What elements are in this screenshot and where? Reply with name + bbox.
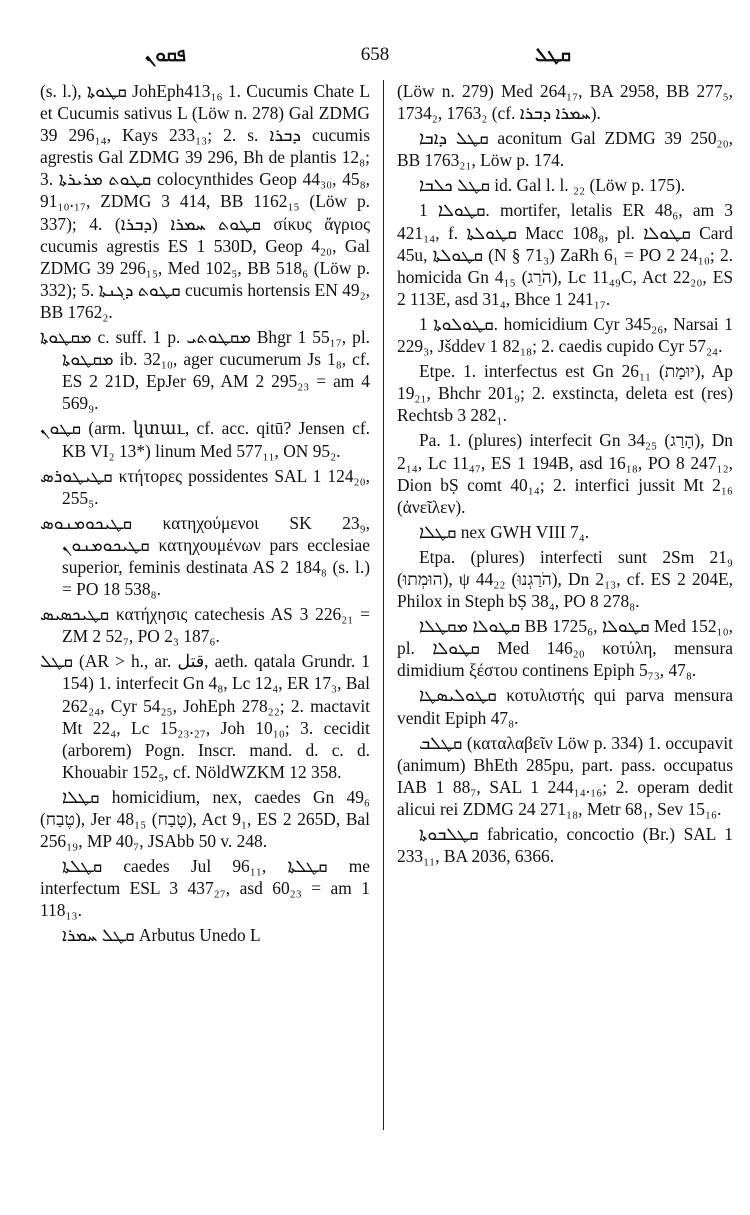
dictionary-entry: (s. l.), ܩܛܘܬܐ JohEph413₁₆ 1. Cucumis Chate L et Cucumis sativus L (Löw n. 278) Gal ZDMG 39 296₁₄, Kays 233₁₃; 2. s. ܕܒܪܐ cucumis agrestis Gal ZDMG 39 296, Bh de plantis 12₈; 3. ܩܛܘܬ ܡܪܝܪܬܐ colocynthides Geop 44₃₀, 45₈, 91₁₀.₁₇, ZDMG 3 414, BB 1162₁₅ (Löw p. 337); 4. ܩܛܘܬ ܚܡܪܐ (ܕܒܪܐ) σίκυς ἄγριος cucumis agrestis ES 1 530D, Geop 4₂₀, Gal ZDMG 39 296₁₅, Med 102₅, BB 518₆ (Löw p. 332); 5. ܩܛܘܬ ܕܓܢܬܐ cucumis hortensis EN 49₂, BB 1762₂. — [40, 81, 370, 322]
dictionary-entry: ܩܛܠ ܕܐܒܐ aconitum Gal ZDMG 39 250₂₀, BB 1763₂₁, Löw p. 174. — [397, 128, 733, 171]
dictionary-entry: ܩܛܠܒܘܬܐ fabricatio, concoctio (Br.) SAL 1 233₁₁, BA 2036, 6366. — [397, 824, 733, 867]
running-head-left-word: ܦܩܘܢ — [145, 44, 186, 66]
dictionary-entry: ܩܛܘܢ (arm. կտաւ, cf. acc. qitū? Jensen cf. KB VI₂ 13*) linum Med 577₁₁, ON 95₂. — [40, 418, 370, 461]
left-column — [40, 80, 370, 1185]
dictionary-entry: ܩܛܠܒ (καταλαβεῖν Löw p. 334) 1. occupavit (animum) BhEth 285pu, part. pass. occupatus IAB 1 88₇, SAL 1 244₁₄.₁₆; 2. operam dedit alicui rei ZDMG 24 271₁₈, Metr 68₁, Sev 15₁₆. — [397, 732, 733, 819]
dictionary-entry: ܩܛܝܛܘܪܣ κτήτορες possidentes SAL 1 124₂₀, 255₅. — [40, 465, 370, 508]
dictionary-entry: ܩܛܠ (AR > h., ar. قتل, aeth. qatala Grundr. 1 154) 1. interfecit Gn 4₈, Lc 12₄, ER 17₃, Bal 262₂₄, Cyr 54₂₅, JohEph 278₂₂; 2. mactavit Mt 22₄, Lc 15₂₃.₂₇, Joh 10₁₀; 3. cecidit (arborem) Pogn. Inscr. mand. d. c. d. Khouabir 152₅, cf. NöldWZKM 12 358. — [40, 651, 370, 782]
running-head-right-word: ܩܛܠ — [535, 44, 571, 66]
dictionary-entry: ܡܩܛܘܬܐ c. suff. 1 p. ܡܩܛܘܬܝ Bhgr 1 55₁₇, pl. ܡܩܛܘܬܐ ib. 32₁₀, ager cucumerum Js 1₈, cf. ES 2 21D, EpJer 69, AM 2 295₂₃ = am 4 569₉. — [40, 327, 370, 414]
right-column — [397, 80, 733, 1185]
dictionary-entry: ܩܛܘܠܝܣܛܐ κοτυλιστής qui parva mensura vendit Epiph 47₈. — [397, 685, 733, 728]
dictionary-entry: (Löw n. 279) Med 264₁₇, BA 2958, BB 277₅, 1734₂, 1763₂ (cf. ܚܡܪܐ ܕܒܪܐ). — [397, 81, 733, 124]
dictionary-entry: ܩܛܠܐ homicidium, nex, caedes Gn 49₆ (טֶבַח), Jer 48₁₅ (טָבַח), Act 9₁, ES 2 265D, Bal 256₁₉, MP 40₇, JSAbb 50 v. 248. — [40, 786, 370, 852]
dictionary-entry: ܩܛܠ ܟܠܒܐ id. Gal l. l. ₂₂ (Löw p. 175). — [419, 175, 686, 196]
page-number: 658 — [360, 44, 390, 65]
dictionary-entry: ܩܛܝܟܣܝܣ κατήχησις catechesis AS 3 226₂₁ = ZM 2 52₇, PO 2₃ 187₆. — [40, 604, 370, 647]
running-head — [0, 44, 750, 74]
dictionary-entry: Etpa. (plures) interfecti sunt 2Sm 21₉ (הוּמְתוּ), ψ 44₂₂ (הֹרַגְנוּ), Dn 2₁₃, cf. ES 2 204E, Philox in Steph bṢ 38₄, PO 8 278₈. — [397, 546, 733, 612]
dictionary-entry: ܩܛܠܐ nex GWH VIII 7₄. — [419, 521, 590, 542]
column-divider — [383, 80, 384, 1130]
dictionary-entry: Pa. 1. (plures) interfecit Gn 34₂₅ (הָרַג), Dn 2₁₄, Lc 11₄₇, ES 1 194B, asd 16₁₈, PO 8 247₁₂, Dion bṢ comt 40₁₄; 2. interfici jussit Mt 2₁₆ (ἀνεῖλεν). — [397, 430, 733, 517]
dictionary-entry: Etpe. 1. interfectus est Gn 26₁₁ (יוּמָת), Ap 19₂₁, Bhchr 201₉; 2. exstincta, deleta est (res) Rechtsb 3 282₁. — [397, 361, 733, 426]
dictionary-entry: ܩܛܠ ܚܡܪܐ Arbutus Unedo L — [62, 925, 261, 946]
dictionary-entry: ܩܛܠܬܐ caedes Jul 96₁₁, ܩܛܠܬܐ me interfectum ESL 3 437₂₇, asd 60₂₃ = am 1 118₁₃. — [40, 856, 370, 921]
dictionary-entry: ܩܛܘܠܘܬܐ 1. homicidium Cyr 345₂₆, Narsai 1 229₃, Jšddev 1 82₁₈; 2. caedis cupido Cyr 57₂₄. — [397, 313, 733, 357]
dictionary-entry: ܩܛܘܠܐ ܡܩܛܠܐ BB 1725₆, ܩܛܘܠܐ Med 152₁₀, pl. ܩܛܘܠܐ Med 146₂₀ κοτύλη, mensura dimidium ξέστου continens Epiph 5₇₃, 47₈. — [397, 616, 733, 681]
dictionary-entry: ܩܛܘܠܐ 1. mortifer, letalis ER 48₆, am 3 421₁₄, f. ܩܛܘܠܬܐ Macc 108₈, pl. ܩܛܘܠܐ Card 45u, ܩܛܘܠܬܐ (N § 71₃) ZaRh 6₁ = PO 2 24₁₀; 2. homicida Gn 4₁₅ (הֹרֵג), Lc 11₄₉C, Act 22₂₀, ES 2 113E, asd 31₄, Bhce 1 241₁₇. — [397, 200, 733, 309]
dictionary-entry: ܩܛܝܟܘܡܢܘܣ κατηχούμενοι SK 23₉, ܩܛܝܟܘܡܢܘܢ κατηχουμένων pars ecclesiae superior, feminis destinata AS 2 184₈ (s. l.) = PO 18 538₈. — [40, 512, 370, 600]
